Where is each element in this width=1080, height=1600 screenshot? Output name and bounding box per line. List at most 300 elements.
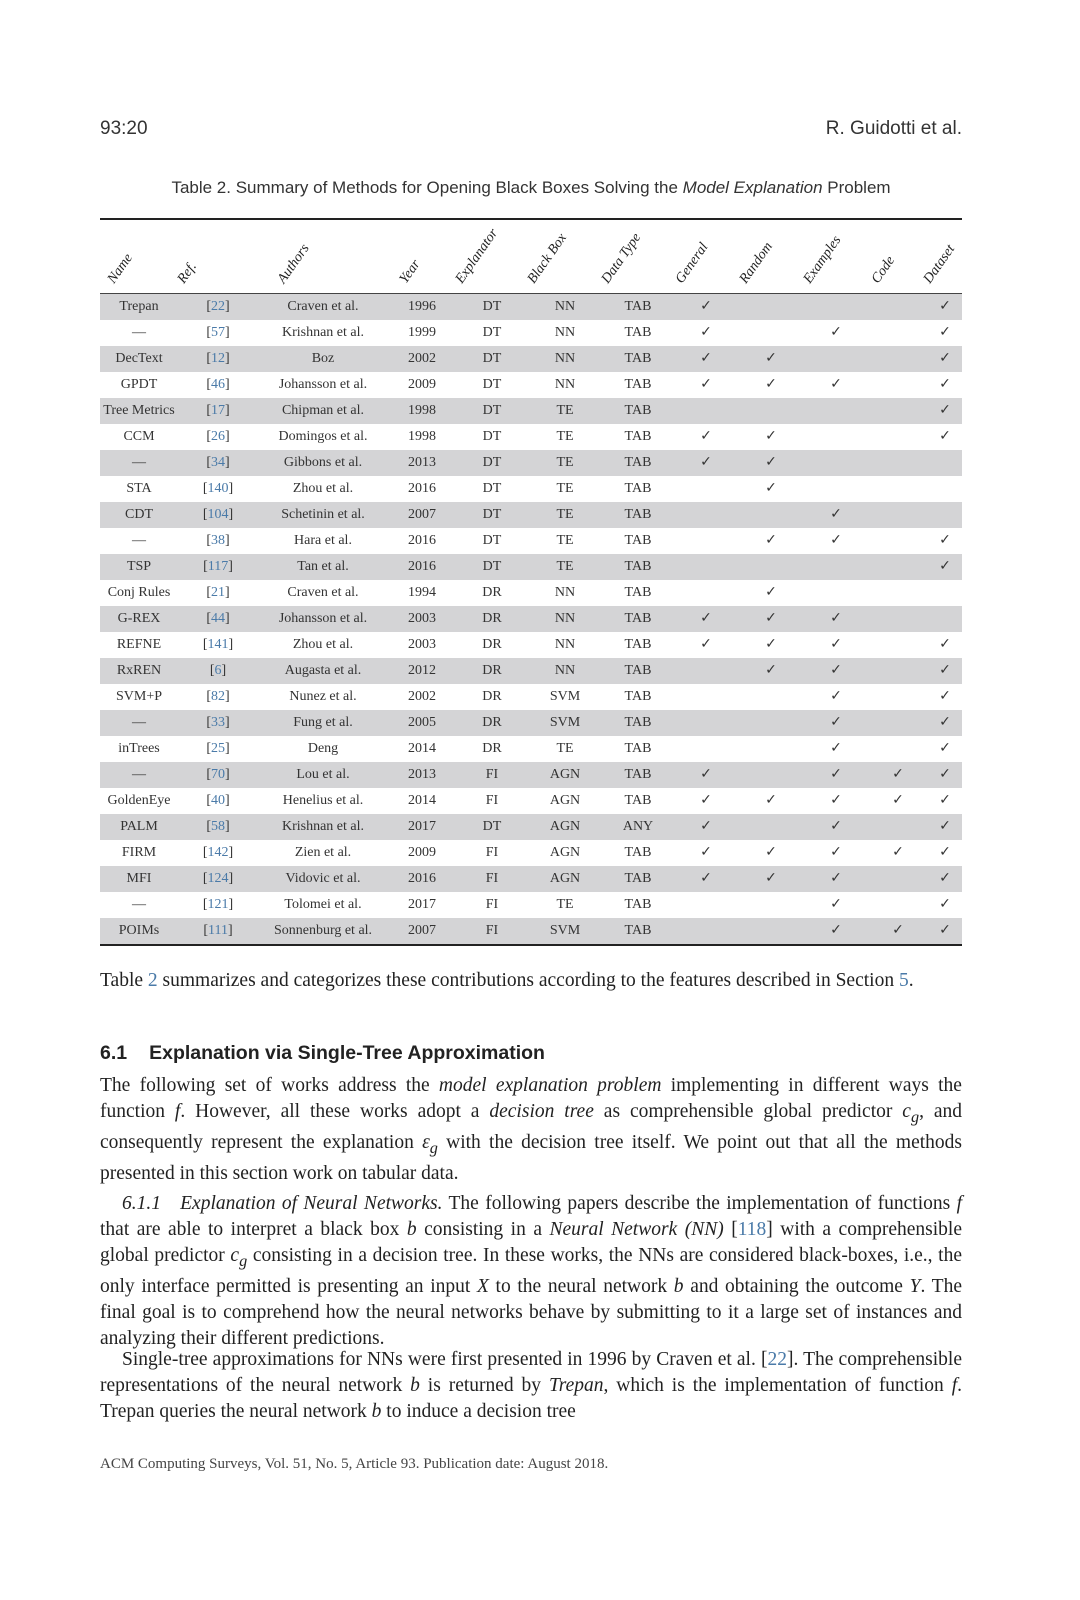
cell-black-box: SVM: [528, 918, 602, 945]
cell-data-type: TAB: [624, 740, 652, 756]
cell-authors: Craven et al.: [258, 293, 388, 320]
cell-random: [738, 293, 804, 320]
cell-ref: [57]: [206, 324, 230, 340]
cell-examples: [804, 293, 868, 320]
checkmark-icon: ✓: [830, 506, 842, 522]
page-footer: ACM Computing Surveys, Vol. 51, No. 5, Article 93. Publication date: August 2018.: [100, 1456, 609, 1472]
paragraph-trepan: Single-tree approximations for NNs were first presented in 1996 by Craven et al. [22]. The comprehensible representations of the neural network b is returned by Trepan, which is the implementation of function f. Trepan queries the neural network b to induce a decision tree: [100, 1349, 963, 1422]
cell-year: 2013: [388, 450, 456, 476]
table-row: [100, 736, 962, 762]
cell-code: [868, 684, 928, 710]
table-row: [100, 918, 962, 945]
cell-black-box: SVM: [528, 710, 602, 736]
cell-code: [868, 762, 928, 788]
cell-black-box: TE: [528, 502, 602, 528]
methods-table: [100, 218, 962, 946]
cell-code: [868, 632, 928, 658]
cell-code: [868, 710, 928, 736]
cell-name: Tree Metrics: [100, 398, 178, 424]
cell-ref: [17]: [178, 398, 258, 424]
cell-year: 1998: [388, 398, 456, 424]
cell-ref: [40]: [206, 792, 230, 808]
table-row: [100, 788, 962, 814]
cell-data-type: TAB: [602, 450, 674, 476]
cell-explanator: DT: [482, 480, 502, 496]
cell-code: [868, 788, 928, 814]
checkmark-icon: ✓: [830, 818, 842, 834]
cell-explanator: DT: [456, 502, 528, 528]
cell-name: Trepan: [100, 293, 178, 320]
summary-paragraph: Table 2 summarizes and categorizes these contributions according to the features described in Section 5.: [100, 970, 914, 991]
citation-link[interactable]: 70: [211, 766, 225, 782]
cell-ref: [111]: [178, 918, 258, 945]
cell-black-box: NN: [528, 606, 602, 632]
cell-examples: [804, 710, 868, 736]
cell-dataset: [928, 814, 962, 840]
cell-examples: [804, 372, 868, 398]
table-row: [100, 632, 962, 658]
checkmark-icon: ✓: [700, 818, 712, 834]
cell-random: [738, 424, 804, 450]
table-row: [100, 293, 962, 320]
cell-data-type: TAB: [624, 428, 652, 444]
cell-code: [868, 476, 928, 502]
cell-explanator: FI: [485, 844, 499, 860]
cell-name: RxREN: [100, 658, 178, 684]
table-link[interactable]: 2: [147, 970, 158, 991]
cell-authors: Deng: [307, 740, 339, 756]
cell-examples: [804, 762, 868, 788]
column-header: Year: [388, 219, 456, 293]
running-head: [100, 118, 962, 140]
cell-black-box: TE: [528, 450, 602, 476]
table-row: [100, 684, 962, 710]
cell-explanator: DT: [456, 450, 528, 476]
checkmark-icon: ✓: [939, 688, 951, 704]
cell-authors: Krishnan et al.: [258, 814, 388, 840]
cell-authors: Henelius et al.: [282, 792, 364, 808]
cell-data-type: TAB: [602, 866, 674, 892]
checkmark-icon: ✓: [765, 428, 777, 444]
citation-link[interactable]: 117: [207, 558, 229, 574]
cell-name: PALM: [100, 814, 178, 840]
cell-ref: [34]: [178, 450, 258, 476]
cell-dataset: [928, 684, 962, 710]
table-header-row: [100, 219, 962, 293]
cell-black-box: NN: [554, 376, 576, 392]
table-row: [100, 320, 962, 346]
cell-dataset: [928, 762, 962, 788]
cell-explanator: DR: [482, 740, 502, 756]
cell-year: 2016: [388, 866, 456, 892]
cell-black-box: NN: [528, 346, 602, 372]
cell-dataset: [928, 788, 962, 814]
cell-year: 2014: [408, 792, 436, 808]
cell-ref: [44]: [178, 606, 258, 632]
cell-name: MFI: [100, 866, 178, 892]
cell-explanator: DT: [482, 428, 502, 444]
cell-data-type: TAB: [624, 896, 652, 912]
cell-ref: [58]: [178, 814, 258, 840]
citation-link[interactable]: 121: [207, 896, 229, 912]
cell-year: 1994: [408, 584, 436, 600]
cell-dataset: [928, 398, 962, 424]
column-header: Ref.: [178, 219, 258, 293]
cell-code: [868, 814, 928, 840]
cell-authors: Craven et al.: [287, 584, 359, 600]
column-header: Name: [100, 219, 178, 293]
cell-general: [674, 918, 738, 945]
cell-data-type: TAB: [624, 792, 652, 808]
cell-year: 2012: [388, 658, 456, 684]
citation-link[interactable]: 26: [211, 428, 225, 444]
cell-random: [738, 606, 804, 632]
cell-dataset: [928, 476, 962, 502]
citation-link[interactable]: 58: [211, 818, 225, 834]
table-row: [100, 424, 962, 450]
citation-link[interactable]: 82: [211, 688, 225, 704]
cell-data-type: TAB: [602, 710, 674, 736]
cell-general: [674, 814, 738, 840]
table-row: [100, 476, 962, 502]
cell-general: [674, 684, 738, 710]
column-header: Examples: [804, 219, 868, 293]
citation-link[interactable]: 21: [211, 584, 225, 600]
cell-code: [868, 554, 928, 580]
cell-explanator: FI: [456, 866, 528, 892]
citation-link[interactable]: 46: [211, 376, 225, 392]
cell-ref: [140]: [202, 480, 234, 496]
cell-general: [674, 346, 738, 372]
cell-general: [674, 710, 738, 736]
section-link[interactable]: 5: [898, 970, 909, 991]
cell-black-box: TE: [528, 554, 602, 580]
cell-random: [738, 528, 804, 554]
checkmark-icon: ✓: [939, 896, 951, 912]
checkmark-icon: ✓: [830, 688, 842, 704]
table-row: [100, 346, 962, 372]
cell-year: 2003: [408, 636, 436, 652]
cell-random: [738, 736, 804, 762]
cell-data-type: TAB: [602, 918, 674, 945]
cell-explanator: DR: [482, 636, 502, 652]
checkmark-icon: ✓: [892, 922, 904, 938]
cell-black-box: TE: [556, 428, 574, 444]
cell-general: [674, 840, 738, 866]
table-row: [100, 528, 962, 554]
checkmark-icon: ✓: [830, 766, 842, 782]
citation-link[interactable]: 6: [214, 662, 222, 678]
cell-black-box: AGN: [528, 866, 602, 892]
paragraph-intro: The following set of works address the model explanation problem implementing in different ways the function f. However, all these works adopt a decision tree as comprehensible global predictor $c_g$, and consequently represent the explanation $\varepsilon_g$ with the decision tree itself. We point out that all the methods presented in this section work on tabular data.: [100, 1075, 963, 1184]
checkmark-icon: ✓: [765, 792, 777, 808]
cell-authors: Nunez et al.: [289, 688, 357, 704]
cell-examples: [804, 554, 868, 580]
cell-explanator: DR: [456, 606, 528, 632]
section-number: 6.1: [100, 1042, 128, 1064]
column-header: Authors: [258, 219, 388, 293]
cell-explanator: FI: [456, 762, 528, 788]
cell-name: DecText: [100, 346, 178, 372]
cell-examples: [804, 658, 868, 684]
cell-explanator: DT: [456, 293, 528, 320]
citation-link[interactable]: 38: [211, 532, 225, 548]
cell-general: [674, 580, 738, 606]
cell-black-box: AGN: [528, 762, 602, 788]
checkmark-icon: ✓: [700, 870, 712, 886]
cell-general: [674, 293, 738, 320]
cell-code: [868, 320, 928, 346]
cell-data-type: TAB: [602, 346, 674, 372]
cell-general: [674, 736, 738, 762]
citation-link[interactable]: 22: [767, 1349, 787, 1370]
cell-dataset: [928, 606, 962, 632]
table-row: [100, 892, 962, 918]
cell-examples: [804, 788, 868, 814]
citation-link[interactable]: 44: [211, 610, 225, 626]
cell-code: [868, 866, 928, 892]
cell-dataset: [928, 840, 962, 866]
cell-dataset: [928, 346, 962, 372]
cell-random: [738, 320, 804, 346]
cell-dataset: [928, 320, 962, 346]
cell-code: [868, 502, 928, 528]
cell-explanator: DT: [482, 376, 502, 392]
cell-explanator: DT: [456, 554, 528, 580]
cell-code: [868, 346, 928, 372]
cell-authors: Zien et al.: [294, 844, 352, 860]
cell-examples: [804, 866, 868, 892]
cell-random: [738, 892, 804, 918]
cell-data-type: TAB: [624, 532, 652, 548]
cell-examples: [804, 450, 868, 476]
cell-year: 1999: [408, 324, 436, 340]
citation-link[interactable]: 140: [207, 480, 229, 496]
column-header: General: [674, 219, 738, 293]
cell-random: [738, 580, 804, 606]
checkmark-icon: ✓: [830, 636, 842, 652]
checkmark-icon: ✓: [765, 662, 777, 678]
cell-examples: [804, 684, 868, 710]
cell-random: [738, 684, 804, 710]
cell-examples: [804, 320, 868, 346]
cell-black-box: NN: [554, 324, 576, 340]
cell-examples: [804, 814, 868, 840]
cell-code: [868, 840, 928, 866]
cell-explanator: DR: [482, 688, 502, 704]
cell-data-type: TAB: [602, 398, 674, 424]
cell-examples: [804, 892, 868, 918]
cell-ref: [6]: [178, 658, 258, 684]
citation-link[interactable]: 111: [208, 922, 228, 938]
checkmark-icon: ✓: [939, 740, 951, 756]
checkmark-icon: ✓: [830, 532, 842, 548]
cell-black-box: AGN: [549, 844, 581, 860]
cell-random: [738, 632, 804, 658]
cell-ref: [33]: [178, 710, 258, 736]
cell-explanator: DR: [482, 584, 502, 600]
cell-general: [674, 788, 738, 814]
table-row: [100, 606, 962, 632]
caption-prefix: Table 2. Summary of Methods for Opening Black Boxes Solving the: [171, 178, 683, 197]
cell-dataset: [928, 658, 962, 684]
cell-authors: Tolomei et al.: [284, 896, 362, 912]
cell-data-type: ANY: [602, 814, 674, 840]
cell-code: [868, 892, 928, 918]
cell-name: —: [132, 324, 146, 340]
cell-name: SVM+P: [115, 688, 163, 704]
cell-random: [738, 762, 804, 788]
cell-black-box: NN: [554, 636, 576, 652]
checkmark-icon: ✓: [939, 532, 951, 548]
cell-random: [738, 814, 804, 840]
checkmark-icon: ✓: [939, 558, 951, 574]
cell-random: [738, 918, 804, 945]
cell-data-type: TAB: [602, 606, 674, 632]
citation-link[interactable]: 141: [207, 636, 229, 652]
cell-ref: [21]: [206, 584, 230, 600]
cell-year: 2017: [408, 896, 436, 912]
cell-dataset: [928, 736, 962, 762]
cell-ref: [46]: [206, 376, 230, 392]
cell-examples: [804, 424, 868, 450]
section-title: Explanation via Single-Tree Approximation: [149, 1042, 545, 1064]
cell-data-type: TAB: [624, 480, 652, 496]
cell-dataset: [928, 450, 962, 476]
citation-link[interactable]: 25: [211, 740, 225, 756]
column-header: Code: [868, 219, 928, 293]
cell-code: [868, 372, 928, 398]
cell-authors: Johansson et al.: [278, 376, 368, 392]
checkmark-icon: ✓: [939, 792, 951, 808]
cell-examples: [804, 918, 868, 945]
checkmark-icon: ✓: [700, 350, 712, 366]
cell-general: [674, 658, 738, 684]
checkmark-icon: ✓: [700, 636, 712, 652]
checkmark-icon: ✓: [830, 610, 842, 626]
cell-year: 2013: [388, 762, 456, 788]
checkmark-icon: ✓: [939, 844, 951, 860]
cell-year: 2009: [408, 844, 436, 860]
checkmark-icon: ✓: [939, 298, 951, 314]
checkmark-icon: ✓: [830, 922, 842, 938]
cell-explanator: DR: [456, 710, 528, 736]
checkmark-icon: ✓: [765, 844, 777, 860]
cell-ref: [82]: [206, 688, 230, 704]
cell-code: [868, 424, 928, 450]
checkmark-icon: ✓: [892, 844, 904, 860]
cell-general: [674, 892, 738, 918]
cell-random: [738, 554, 804, 580]
table-row: [100, 450, 962, 476]
cell-authors: Johansson et al.: [258, 606, 388, 632]
caption-italic: Model Explanation: [682, 178, 823, 197]
cell-data-type: TAB: [624, 844, 652, 860]
cell-general: [674, 502, 738, 528]
cell-data-type: TAB: [602, 658, 674, 684]
cell-name: G-REX: [100, 606, 178, 632]
cell-data-type: TAB: [602, 502, 674, 528]
cell-random: [738, 840, 804, 866]
cell-name: —: [132, 896, 146, 912]
table-row: [100, 866, 962, 892]
column-header: Random: [738, 219, 804, 293]
column-header: Dataset: [928, 219, 962, 293]
checkmark-icon: ✓: [892, 792, 904, 808]
cell-ref: [26]: [206, 428, 230, 444]
cell-year: 2007: [388, 502, 456, 528]
cell-examples: [804, 840, 868, 866]
checkmark-icon: ✓: [939, 818, 951, 834]
cell-ref: [141]: [202, 636, 234, 652]
checkmark-icon: ✓: [830, 740, 842, 756]
checkmark-icon: ✓: [765, 584, 777, 600]
checkmark-icon: ✓: [939, 428, 951, 444]
cell-explanator: DT: [482, 532, 502, 548]
citation-link[interactable]: 124: [207, 870, 229, 886]
cell-year: 1998: [408, 428, 436, 444]
citation-link[interactable]: 57: [211, 324, 225, 340]
subsection-number: 6.1.1: [122, 1193, 161, 1214]
cell-explanator: DR: [456, 658, 528, 684]
checkmark-icon: ✓: [830, 844, 842, 860]
subsection-title: Explanation of Neural Networks.: [180, 1193, 443, 1214]
cell-authors: Zhou et al.: [292, 636, 354, 652]
cell-random: [738, 710, 804, 736]
citation-link[interactable]: 142: [207, 844, 229, 860]
cell-authors: Lou et al.: [258, 762, 388, 788]
cell-year: 2014: [408, 740, 436, 756]
citation-link[interactable]: 33: [211, 714, 225, 730]
cell-dataset: [928, 866, 962, 892]
cell-year: 2017: [388, 814, 456, 840]
cell-year: 2003: [388, 606, 456, 632]
citation-link[interactable]: 40: [211, 792, 225, 808]
caption-suffix: Problem: [822, 178, 891, 197]
cell-authors: Chipman et al.: [258, 398, 388, 424]
citation-link[interactable]: 118: [737, 1219, 767, 1240]
checkmark-icon: ✓: [700, 428, 712, 444]
section-heading: [100, 1042, 545, 1065]
table-row: [100, 398, 962, 424]
citation-link[interactable]: 17: [211, 402, 225, 418]
cell-ref: [25]: [206, 740, 230, 756]
cell-name: POIMs: [100, 918, 178, 945]
citation-link[interactable]: 12: [211, 350, 225, 366]
cell-year: 2005: [388, 710, 456, 736]
cell-year: 1996: [388, 293, 456, 320]
cell-authors: Sonnenburg et al.: [258, 918, 388, 945]
cell-random: [738, 866, 804, 892]
cell-explanator: FI: [485, 896, 499, 912]
cell-ref: [117]: [178, 554, 258, 580]
cell-black-box: NN: [554, 584, 576, 600]
cell-dataset: [928, 528, 962, 554]
checkmark-icon: ✓: [830, 896, 842, 912]
cell-name: REFNE: [116, 636, 162, 652]
checkmark-icon: ✓: [765, 532, 777, 548]
citation-link[interactable]: 22: [211, 298, 225, 314]
table-row: [100, 580, 962, 606]
citation-link[interactable]: 34: [211, 454, 225, 470]
checkmark-icon: ✓: [700, 844, 712, 860]
cell-black-box: NN: [528, 293, 602, 320]
cell-general: [674, 554, 738, 580]
cell-name: GPDT: [120, 376, 158, 392]
citation-link[interactable]: 104: [207, 506, 229, 522]
cell-black-box: TE: [556, 740, 574, 756]
cell-dataset: [928, 580, 962, 606]
